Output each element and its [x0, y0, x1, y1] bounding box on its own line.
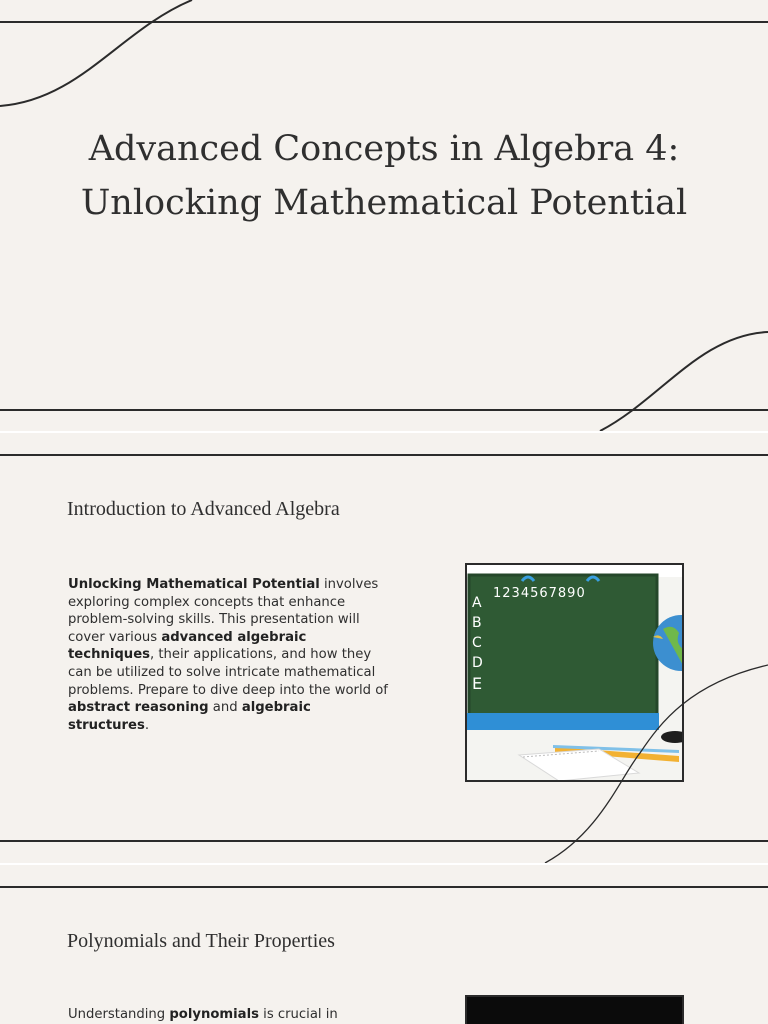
emphasis-text: algebraic structures	[68, 700, 311, 733]
title-slide	[0, 0, 768, 431]
slide-photo	[465, 995, 684, 1024]
body-text: involves exploring complex concepts that enhance problem-solving skills. This presentation will cover various	[68, 577, 379, 645]
polynomials-paragraph	[68, 1006, 388, 1024]
body-text: , their applications, and how they can be utilized to solve intricate mathematical problems. Prepare to dive deep into the world of	[68, 647, 388, 698]
chalk-numbers: 1234567890	[493, 586, 586, 601]
intro-paragraph	[68, 576, 388, 734]
intro-slide	[0, 433, 768, 863]
title-line-1: Advanced Concepts in Algebra 4:	[88, 129, 680, 169]
emphasis-text: Unlocking Mathematical Potential	[68, 577, 320, 592]
chalk-letter: B	[472, 615, 482, 631]
body-text: .	[144, 717, 150, 733]
body-text: is crucial in	[258, 1007, 338, 1022]
body-text: Understanding	[68, 1007, 170, 1022]
section-heading: Introduction to Advanced Algebra	[67, 498, 340, 520]
page-title	[0, 122, 768, 230]
polynomials-slide	[0, 865, 768, 1024]
emphasis-text: abstract reasoning	[68, 700, 209, 716]
chalkboard-photo	[465, 563, 684, 782]
emphasis-text: advanced algebraic techniques	[68, 629, 307, 663]
body-text: and	[208, 700, 242, 716]
chalk-letter: A	[472, 595, 482, 611]
chalk-letter: C	[472, 635, 482, 651]
title-line-2: Unlocking Mathematical Potential	[80, 183, 688, 223]
chalk-letter: E	[472, 674, 483, 693]
chalk-letter: D	[472, 655, 483, 671]
chalkboard-illustration	[467, 565, 682, 780]
emphasis-text: polynomials	[169, 1007, 259, 1022]
section-heading: Polynomials and Their Properties	[67, 930, 335, 952]
